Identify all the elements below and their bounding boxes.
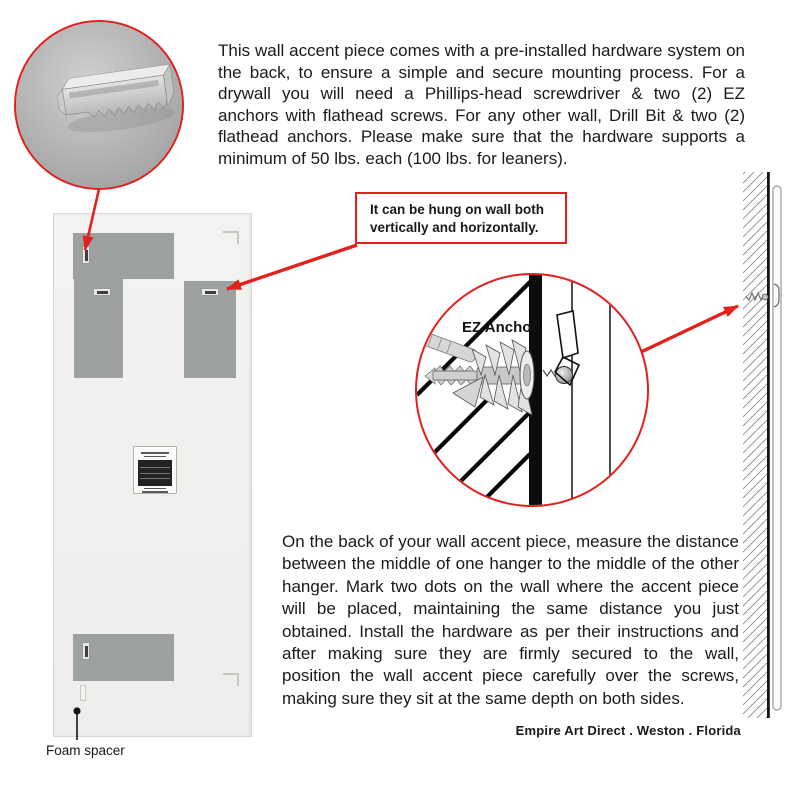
- ez-anchor-drawing: [419, 331, 534, 415]
- sawtooth-hanger-photo: [16, 22, 184, 190]
- foam-spacer-strip: [80, 685, 86, 701]
- foam-spacer-label: Foam spacer: [46, 743, 125, 758]
- ez-anchor-magnifier-circle: [415, 273, 649, 507]
- accent-piece-side-view: [773, 186, 781, 710]
- corner-protector-bottom-right: [223, 673, 239, 686]
- accent-piece-back-panel: [53, 213, 252, 737]
- sawtooth-hanger-vertical-bottom: [82, 642, 90, 660]
- credit-line: Empire Art Direct . Weston . Florida: [515, 723, 741, 738]
- instruction-sticker: [133, 446, 177, 494]
- panel-hanger-flag: [557, 311, 578, 358]
- top-instructions-paragraph: This wall accent piece comes with a pre-installed hardware system on the back, to ensure a simple and secure mounting process. For a drywall you will need a Phillips-head screwdriver & two (2) EZ anchors with flathead screws. For any other wall, Drill Bit & two (2) flathead anchors. Please make sure that the hardware supports a minimum of 50 lbs. each (100 lbs. for leaners).: [218, 41, 745, 168]
- sawtooth-hanger-horizontal-left: [93, 288, 111, 296]
- ez-anchor-diagram: [417, 275, 647, 505]
- corner-protector-top-right: [223, 231, 239, 244]
- hanger-magnifier-circle: [14, 20, 184, 190]
- wall-surface-line: [767, 172, 770, 718]
- arrow-to-wall-anchor: [641, 306, 738, 352]
- callout-box: It can be hung on wall both vertically and horizontally.: [355, 192, 567, 244]
- wall-cross-section: [738, 170, 790, 726]
- sawtooth-hanger-vertical-top: [82, 246, 90, 264]
- wall-hatch-band: [743, 172, 767, 718]
- sawtooth-hanger-horizontal-right: [201, 288, 219, 296]
- bottom-instructions-paragraph: On the back of your wall accent piece, measure the distance between the middle of one hanger to the middle of the other hanger. Mark two dots on the wall where the accent piece will be placed, maintaining the same distance you just obtained. Install the hardware as per their instructions and after making sure they are firmly secured to the wall, position the wall accent piece carefully over the screws, making sure they sit at the same depth on both sides.: [282, 532, 739, 708]
- ez-anchor-label: EZ Anchor: [462, 319, 538, 336]
